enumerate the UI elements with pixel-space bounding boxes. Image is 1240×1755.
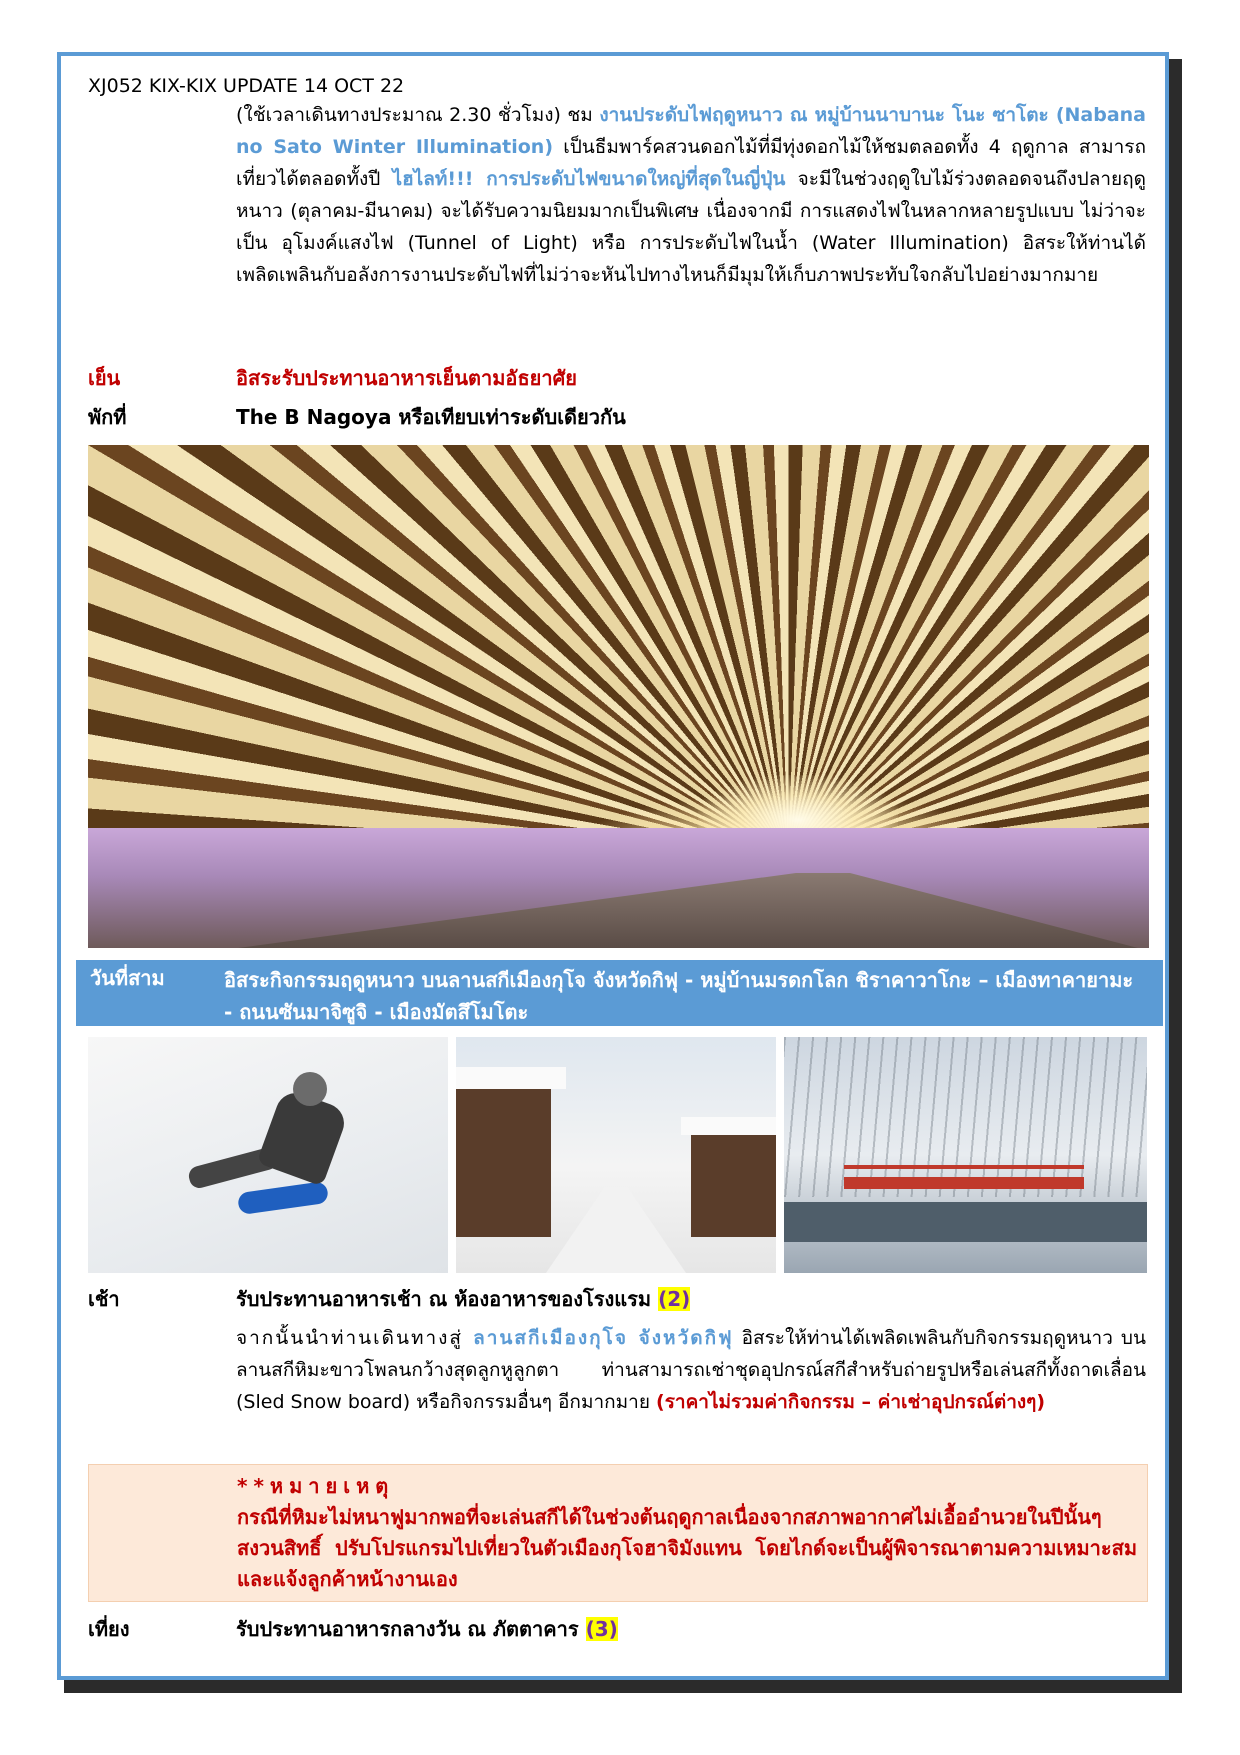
sledder-head [293, 1072, 327, 1106]
intro-highlight-event: งานประดับไฟฤดูหนาว ณ หมู่บ้านนาบานะ โนะ ซาโตะ (Nabana no Sato Winter Illumination) [236, 104, 1146, 158]
breakfast-value [236, 1284, 1148, 1314]
intro-text-3: จะมีในช่วงฤดูใบไม้ร่วงตลอดจนถึงปลายฤดูหนาว (ตุลาคม-มีนาคม) จะได้รับความนิยมมากเป็นพิเศษ เนื่องจากมี การแสดงไฟในหลากหลายรูปแบบ ไม่ว่าจะเป็น อุโมงค์แสงไฟ (Tunnel of Light) หรือ การประดับไฟในน้ำ (Water Illumination) อิสระให้ท่านได้เพลิดเพลินกับอลังการงานประดับไฟที่ไม่ว่าจะหันไปทางไหนก็มีมุมให้เก็บภาพประทับใจกลับไปอย่างมากมาย [236, 168, 1146, 286]
hotel-note: หรือเทียบเท่าระดับเดียวกัน [391, 405, 626, 429]
roof-right [681, 1117, 776, 1135]
tunnel-of-light-photo [88, 445, 1149, 948]
hotel-value [236, 402, 1148, 432]
intro-highlight-feature: ไฮไลท์!!! การประดับไฟขนาดใหญ่ที่สุดในญี่ปุ่น [392, 168, 786, 190]
river [784, 1202, 1147, 1242]
hotel-name: The B Nagoya [236, 405, 392, 429]
document-code: XJ052 KIX-KIX UPDATE 14 OCT 22 [88, 75, 405, 97]
dinner-label: เย็น [88, 366, 121, 390]
snowy-bridge-photo [784, 1037, 1147, 1273]
intro-text-2: เป็นธีมพาร์คสวนดอกไม้ที่มีทุ่งดอกไม้ให้ชมตลอดทั้ง 4 ฤดูกาล สามารถเที่ยวได้ตลอดทั้งปี [236, 136, 1147, 190]
snow-sled-photo [88, 1037, 448, 1273]
activity-text-2: อิสระให้ท่านได้เพลิดเพลินกับกิจกรรมฤดูหนาว บนลานสกีหิมะขาวโพลนกว้างสุดลูกหูลูกตา ท่านสามารถเช่าชุดอุปกรณ์สกีสำหรับถ่ายรูปหรือเล่นสกีทั้งถาดเลื่อน (Sled Snow board) หรือกิจกรรมอื่นๆ อีกมากมาย [236, 1327, 1146, 1413]
dinner-text: อิสระรับประทานอาหารเย็นตามอัธยาศัย [236, 366, 578, 390]
roof-left [456, 1067, 566, 1089]
hotel-label: พักที่ [88, 405, 127, 429]
remark-box [88, 1464, 1148, 1602]
snowy-trees [784, 1037, 1147, 1197]
sled-shape [237, 1181, 329, 1215]
bridge-rail [844, 1165, 1084, 1169]
activity-text-1: จากนั้นนำท่านเดินทางสู่ [236, 1327, 474, 1349]
remark-content [237, 1471, 1137, 1595]
red-bridge [844, 1177, 1084, 1189]
activity-highlight-ski: ลานสกีเมืองกุโจ จังหวัดกิฟุ [473, 1327, 734, 1349]
house-right [691, 1127, 776, 1237]
lunch-meal-number: (3) [585, 1617, 618, 1641]
activity-price-note: (ราคาไม่รวมค่ากิจกรรม – ค่าเช่าอุปกรณ์ต่างๆ) [656, 1391, 1046, 1413]
remark-heading: **หมายเหตุ [237, 1474, 395, 1498]
lunch-label: เที่ยง [88, 1617, 130, 1641]
day-label: วันที่สาม [90, 966, 165, 990]
snowy-street [546, 1187, 686, 1273]
house-left [456, 1077, 551, 1237]
day-title: อิสระกิจกรรมฤดูหนาว บนลานสกีเมืองกุโจ จังหวัดกิฟุ - หมู่บ้านมรดกโลก ชิราคาวาโกะ – เมืองทาคายามะ - ถนนซันมาจิซูจิ - เมืองมัตสึโมโตะ [224, 968, 1134, 1024]
intro-paragraph [236, 99, 1146, 291]
lunch-value [236, 1614, 1148, 1644]
snowy-old-town-photo [456, 1037, 776, 1273]
lunch-text: รับประทานอาหารกลางวัน ณ ภัตตาคาร [236, 1617, 586, 1641]
intro-text-1: (ใช้เวลาเดินทางประมาณ 2.30 ชั่วโมง) ชม [236, 104, 600, 126]
day-three-banner [76, 960, 1163, 1026]
activity-paragraph [236, 1322, 1146, 1418]
breakfast-label: เช้า [88, 1287, 120, 1311]
breakfast-text: รับประทานอาหารเช้า ณ ห้องอาหารของโรงแรม [236, 1287, 659, 1311]
breakfast-meal-number: (2) [658, 1287, 691, 1311]
remark-text: กรณีที่หิมะไม่หนาฟูมากพอที่จะเล่นสกีได้ในช่วงต้นฤดูกาลเนื่องจากสภาพอากาศไม่เอื้ออำนวยในปีนั้นๆ สงวนสิทธิ์ ปรับโปรแกรมไปเที่ยวในตัวเมืองกุโจฮาจิมังแทน โดยไกด์จะเป็นผู้พิจารณาตามความเหมาะสมและแจ้งลูกค้าหน้างานเอง [237, 1505, 1137, 1591]
